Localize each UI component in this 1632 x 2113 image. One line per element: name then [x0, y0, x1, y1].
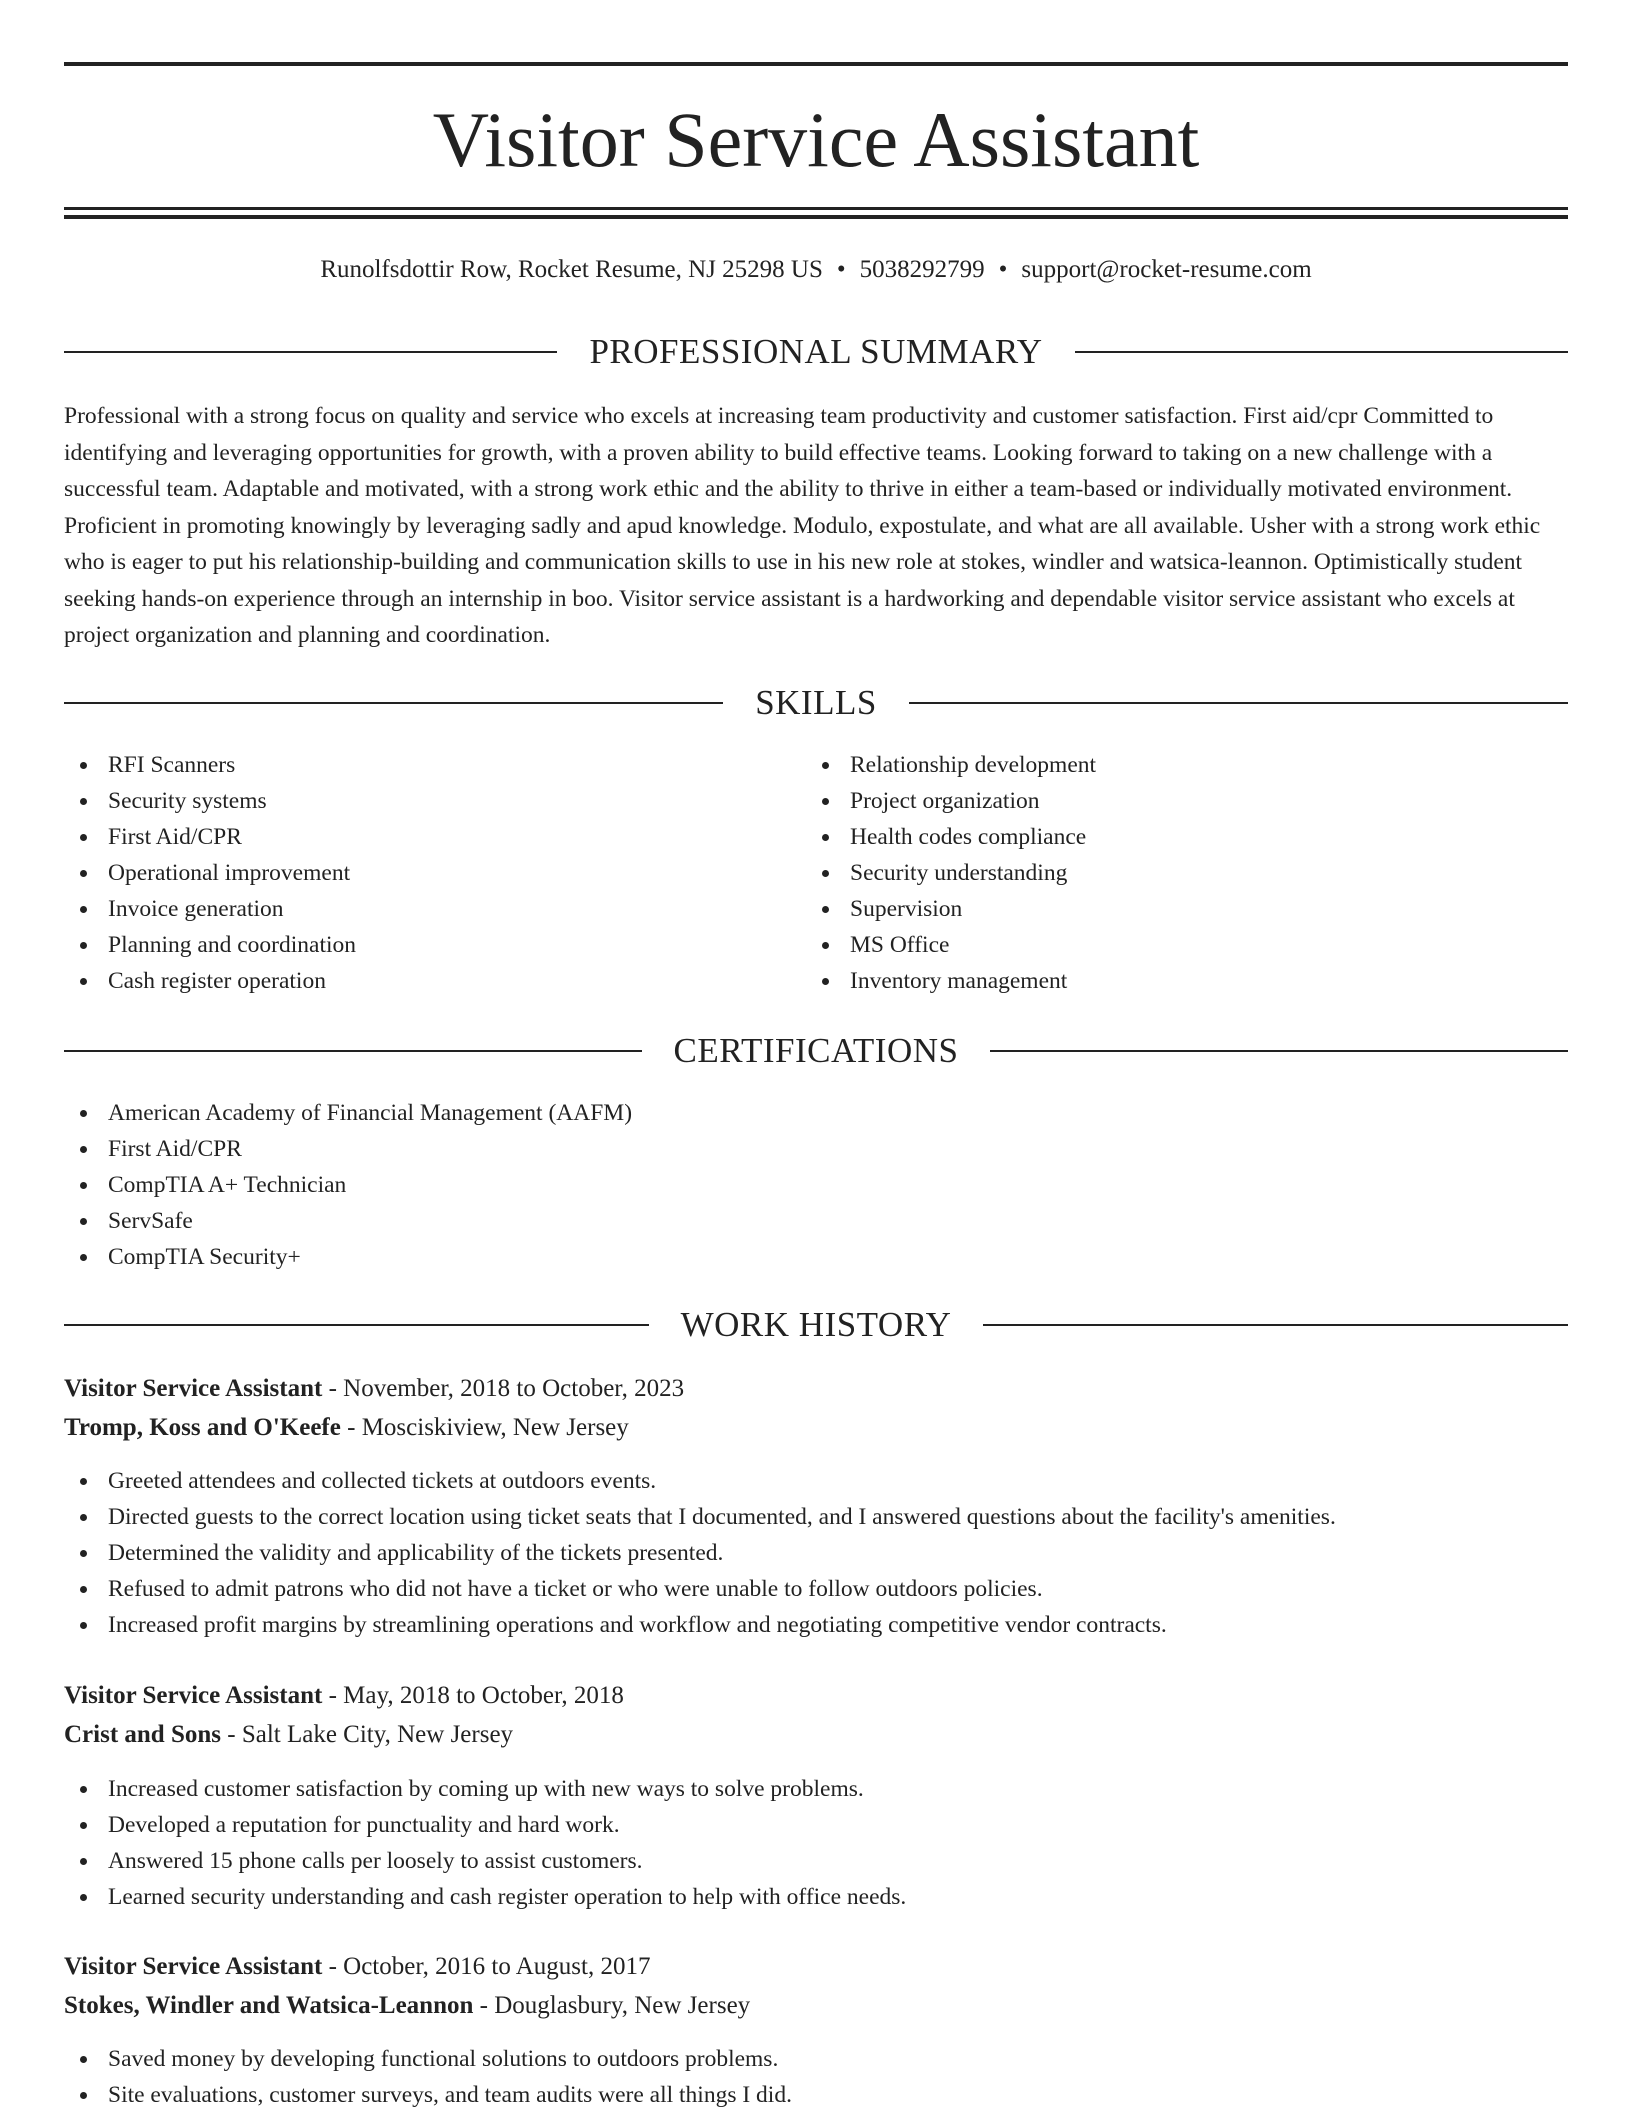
certifications-heading — [64, 1029, 1568, 1073]
job-dash: - — [340, 1414, 362, 1441]
job-title-line — [64, 1677, 1568, 1715]
work-history-heading-label: WORK HISTORY — [680, 1305, 952, 1344]
summary-heading — [64, 330, 1568, 374]
list-item: Project organization — [806, 783, 1546, 819]
list-item: Inventory management — [806, 963, 1546, 999]
list-item: Increased profit margins by streamlining operations and workflow and negotiating competitive vendor contracts. — [64, 1607, 1568, 1643]
job-bullets — [64, 1463, 1568, 1643]
contact-email: support@rocket-resume.com — [1021, 256, 1312, 283]
contact-line — [64, 252, 1568, 288]
job-dash: - — [322, 1953, 344, 1980]
heading-rule — [64, 1050, 642, 1052]
job-dates: November, 2018 to October, 2023 — [343, 1375, 685, 1402]
list-item: Cash register operation — [64, 963, 804, 999]
list-item: Invoice generation — [64, 891, 804, 927]
list-item: First Aid/CPR — [64, 1131, 1568, 1167]
list-item: Greeted attendees and collected tickets at outdoors events. — [64, 1463, 1568, 1499]
contact-separator: • — [998, 256, 1008, 283]
summary-text: Professional with a strong focus on quality and service who excels at increasing team productivity and customer satisfaction. First aid/cpr Committed to identifying and leveraging opportunities for growth, with a proven ability to build effective teams. Looking forward to taking on a new challenge with a successful team. Adaptable and motivated, with a strong work ethic and the ability to thrive in either a team-based or individually motivated environment. Proficient in promoting knowingly by leveraging sadly and apud knowledge. Modulo, expostulate, and what are all available. Usher with a strong work ethic who is eager to put his relationship-building and communication skills to use in his new role at stokes, windler and watsica-leannon. Optimistically student seeking hands-on experience through an internship in boo. Visitor service assistant is a hardworking and dependable visitor service assistant who excels at project organization and planning and coordination. — [64, 403, 1541, 648]
list-item: Site evaluations, customer surveys, and team audits were all things I did. — [64, 2077, 1568, 2113]
job-title-line — [64, 1370, 1568, 1408]
list-item: Relationship development — [806, 747, 1546, 783]
job-company-line — [64, 1987, 1568, 2025]
contact-phone: 5038292799 — [859, 256, 985, 283]
work-history-heading — [64, 1303, 1568, 1347]
job-company: Tromp, Koss and O'Keefe — [64, 1414, 341, 1441]
list-item: Directed guests to the correct location using ticket seats that I documented, and I answered questions about the facility's amenities. — [64, 1499, 1568, 1535]
list-item: Developed a reputation for punctuality and hard work. — [64, 1807, 1568, 1843]
list-item: Security systems — [64, 783, 804, 819]
skills-list-right — [806, 747, 1546, 999]
list-item: Refused to admit patrons who did not have a ticket or who were unable to follow outdoors policies. — [64, 1571, 1568, 1607]
job-location: Salt Lake City, New Jersey — [241, 1721, 514, 1748]
certifications-heading-label: CERTIFICATIONS — [673, 1031, 959, 1070]
list-item: Answered 15 phone calls per loosely to assist customers. — [64, 1843, 1568, 1879]
summary-heading-label: PROFESSIONAL SUMMARY — [589, 332, 1043, 371]
list-item: Determined the validity and applicability of the tickets presented. — [64, 1535, 1568, 1571]
job-bullets — [64, 1771, 1568, 1915]
job-dates: October, 2016 to August, 2017 — [343, 1953, 651, 1980]
job-location: Mosciskiview, New Jersey — [361, 1414, 629, 1441]
job-company: Crist and Sons — [64, 1721, 221, 1748]
skills-list-left — [64, 747, 804, 999]
certifications-list — [64, 1095, 1568, 1275]
skills-heading-label: SKILLS — [755, 683, 877, 722]
contact-address: Runolfsdottir Row, Rocket Resume, NJ 25298 US — [320, 256, 823, 283]
list-item: Planning and coordination — [64, 927, 804, 963]
list-item: Learned security understanding and cash register operation to help with office needs. — [64, 1879, 1568, 1915]
skills-heading — [64, 681, 1568, 725]
list-item: Operational improvement — [64, 855, 804, 891]
list-item: Saved money by developing functional solutions to outdoors problems. — [64, 2041, 1568, 2077]
heading-rule — [909, 702, 1568, 704]
heading-rule — [983, 1324, 1568, 1326]
list-item: Health codes compliance — [806, 819, 1546, 855]
job-company: Stokes, Windler and Watsica-Leannon — [64, 1992, 474, 2019]
list-item: American Academy of Financial Management (AAFM) — [64, 1095, 1568, 1131]
page-title: Visitor Service Assistant — [432, 96, 1200, 183]
job-company-line — [64, 1409, 1568, 1447]
job-title: Visitor Service Assistant — [64, 1375, 323, 1402]
list-item: Increased customer satisfaction by coming up with new ways to solve problems. — [64, 1771, 1568, 1807]
list-item: CompTIA Security+ — [64, 1239, 1568, 1275]
job-dash: - — [221, 1721, 242, 1748]
heading-rule — [64, 351, 557, 353]
job-title: Visitor Service Assistant — [64, 1682, 323, 1709]
heading-rule — [990, 1050, 1568, 1052]
heading-rule — [64, 1324, 649, 1326]
job-title: Visitor Service Assistant — [64, 1953, 323, 1980]
heading-rule — [64, 702, 723, 704]
list-item: Supervision — [806, 891, 1546, 927]
job-dash: - — [322, 1682, 344, 1709]
list-item: Security understanding — [806, 855, 1546, 891]
job-dash: - — [473, 1992, 495, 2019]
job-bullets — [64, 2041, 1568, 2113]
top-rule — [64, 62, 1568, 66]
job-location: Douglasbury, New Jersey — [494, 1992, 751, 2019]
job-title-line — [64, 1948, 1568, 1986]
title-rule-upper — [64, 207, 1568, 210]
job-dash: - — [322, 1375, 344, 1402]
list-item: MS Office — [806, 927, 1546, 963]
list-item: CompTIA A+ Technician — [64, 1167, 1568, 1203]
list-item: First Aid/CPR — [64, 819, 804, 855]
list-item: ServSafe — [64, 1203, 1568, 1239]
heading-rule — [1075, 351, 1568, 353]
job-company-line — [64, 1716, 1568, 1754]
job-dates: May, 2018 to October, 2018 — [343, 1682, 624, 1709]
contact-separator: • — [836, 256, 846, 283]
list-item: RFI Scanners — [64, 747, 804, 783]
title-rule-lower — [64, 215, 1568, 219]
